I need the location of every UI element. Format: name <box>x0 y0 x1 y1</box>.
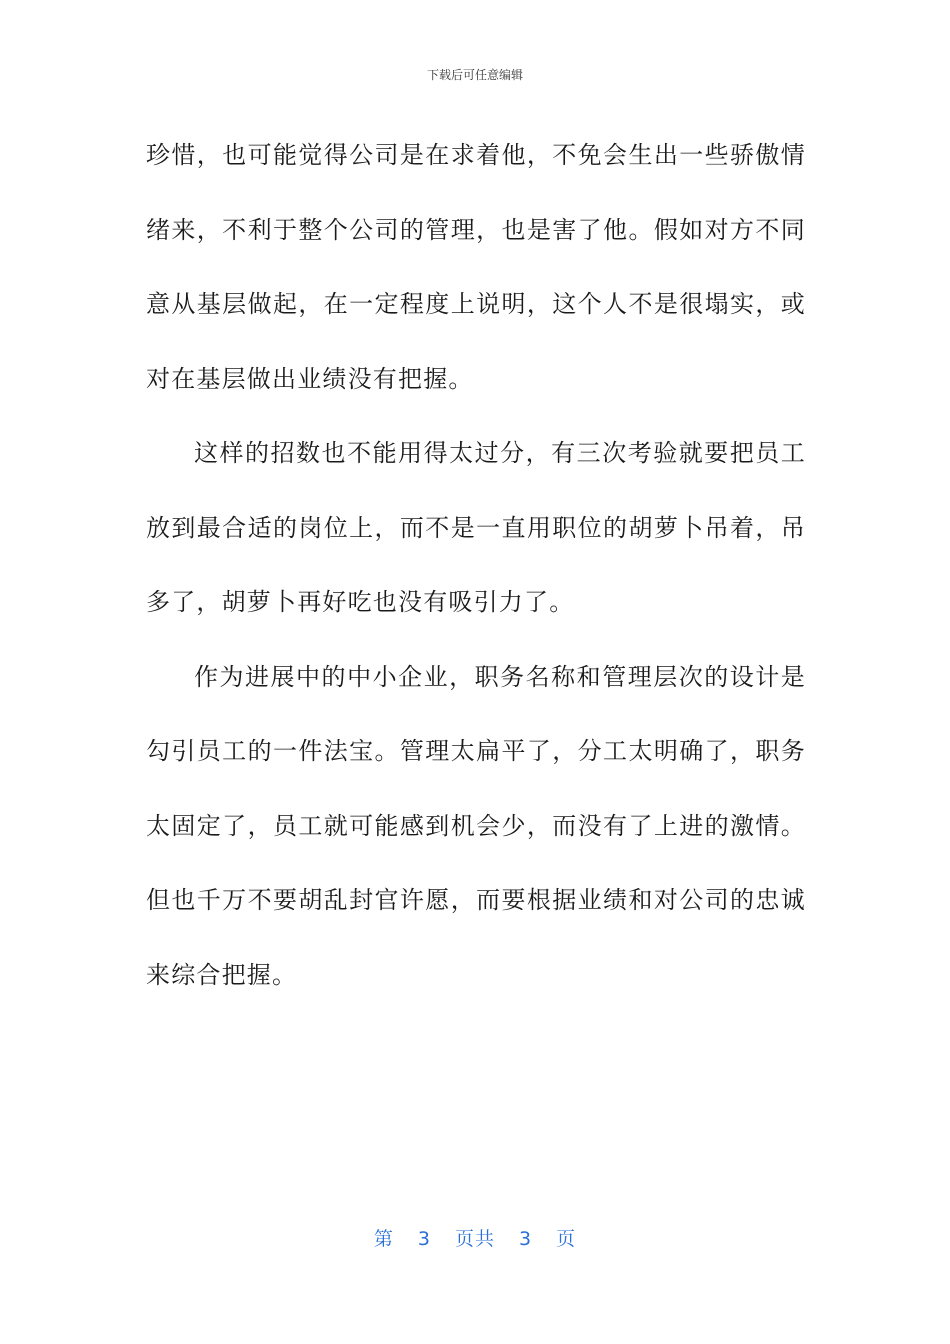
paragraph-3: 作为进展中的中小企业，职务名称和管理层次的设计是勾引员工的一件法宝。管理太扁平了，分工太明确了，职务太固定了，员工就可能感到机会少，而没有了上进的激情。但也千万不要胡乱封官许愿，而要根据业绩和对公司的忠诚来综合把握。 <box>146 662 806 989</box>
paragraph-2: 这样的招数也不能用得太过分，有三次考验就要把员工放到最合适的岗位上，而不是一直用职位的胡萝卜吊着，吊多了，胡萝卜再好吃也没有吸引力了。 <box>146 439 806 616</box>
paragraph-1: 珍惜，也可能觉得公司是在求着他，不免会生出一些骄傲情绪来，不利于整个公司的管理，也是害了他。假如对方不同意从基层做起，在一定程度上说明，这个人不是很塌实，或对在基层做出业绩没有把握。 <box>146 141 806 393</box>
page-number-footer <box>0 1224 950 1251</box>
footer-label-total: 页共 <box>454 1228 495 1250</box>
footer-total-pages: 3 <box>519 1228 533 1250</box>
footer-current-page: 3 <box>417 1228 431 1250</box>
document-body <box>146 118 806 1012</box>
footer-label-page: 第 <box>373 1228 394 1250</box>
header-note: 下载后可任意编辑 <box>426 68 523 82</box>
footer-label-end: 页 <box>556 1228 577 1250</box>
